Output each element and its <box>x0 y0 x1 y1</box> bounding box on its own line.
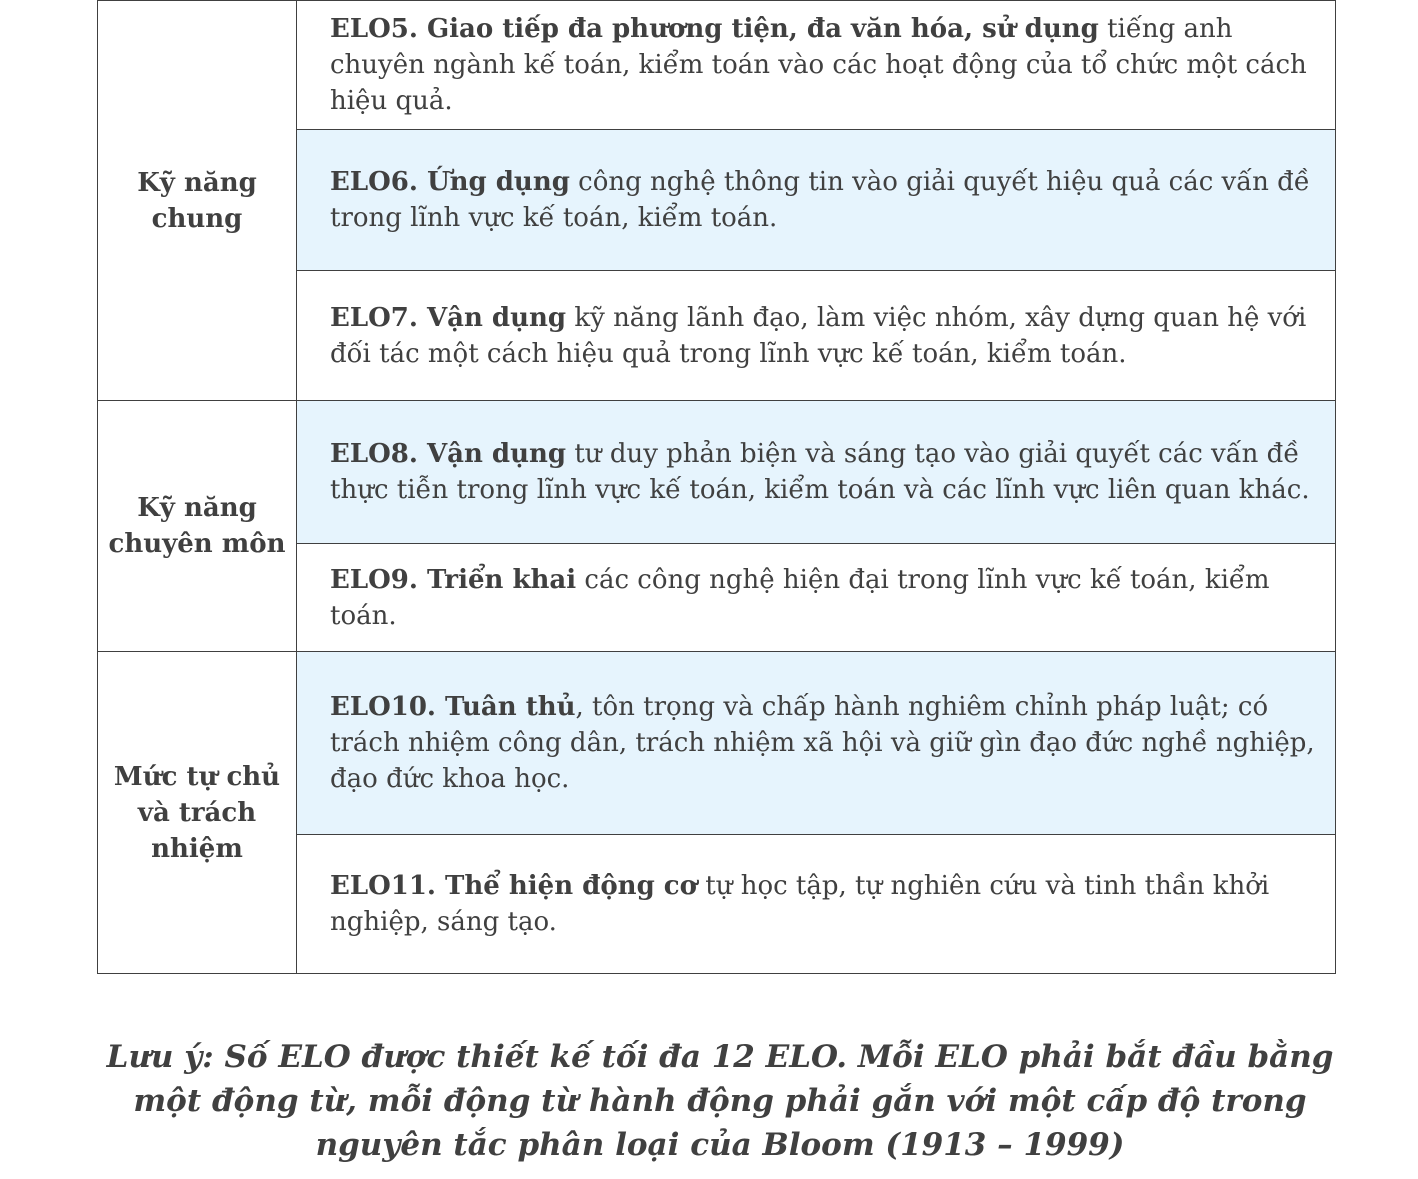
elo11-text: tự học tập, tự nghiên cứu và tinh thần khởi nghiệp, sáng tạo. <box>330 871 1270 937</box>
elo5-lead: ELO5. Giao tiếp đa phương tiện, đa văn hóa, sử dụng <box>330 14 1099 44</box>
table-row <box>98 1 1336 130</box>
elo6-description <box>297 130 1336 271</box>
elo6-text: công nghệ thông tin vào giải quyết hiệu quả các vấn đề trong lĩnh vực kế toán, kiểm toán. <box>330 167 1310 233</box>
elo8-lead: ELO8. Vận dụng <box>330 439 567 469</box>
elo8-text: tư duy phản biện và sáng tạo vào giải quyết các vấn đề thực tiễn trong lĩnh vực kế toán, kiểm toán và các lĩnh vực liên quan khác. <box>330 439 1310 505</box>
elo9-description <box>297 544 1336 652</box>
group-autonomy-responsibility: Mức tự chủ và trách nhiệm <box>98 652 297 974</box>
elo5-text: tiếng anh chuyên ngành kế toán, kiểm toán vào các hoạt động của tổ chức một cách hiệu quả. <box>330 14 1307 116</box>
elo9-lead: ELO9. Triển khai <box>330 564 577 595</box>
footnote: Lưu ý: Số ELO được thiết kế tối đa 12 ELO. Mỗi ELO phải bắt đầu bằng một động từ, mỗi động từ hành động phải gắn với một cấp độ trong nguyên tắc phân loại của Bloom (1913 – 1999) <box>106 1039 1334 1163</box>
elo7-description <box>297 271 1336 401</box>
table-row <box>98 652 1336 835</box>
elo7-text: kỹ năng lãnh đạo, làm việc nhóm, xây dựng quan hệ với đối tác một cách hiệu quả trong lĩnh vực kế toán, kiểm toán. <box>330 302 1307 369</box>
elo11-description <box>297 835 1336 974</box>
elo10-description <box>297 652 1336 835</box>
elo7-lead: ELO7. Vận dụng <box>330 302 567 333</box>
elo11-lead: ELO11. Thể hiện động cơ <box>330 871 697 901</box>
group-professional-skills: Kỹ năng chuyên môn <box>98 401 297 652</box>
elo9-text: các công nghệ hiện đại trong lĩnh vực kế toán, kiểm toán. <box>330 564 1270 631</box>
elo6-lead: ELO6. Ứng dụng <box>330 167 570 197</box>
table-row <box>98 401 1336 544</box>
elo5-description <box>297 1 1336 130</box>
group-general-skills: Kỹ năng chung <box>98 1 297 401</box>
elo-table <box>97 0 1336 974</box>
elo8-description <box>297 401 1336 544</box>
elo10-lead: ELO10. Tuân thủ <box>330 692 576 722</box>
elo10-text: , tôn trọng và chấp hành nghiêm chỉnh pháp luật; có trách nhiệm công dân, trách nhiệm xã hội và giữ gìn đạo đức nghề nghiệp, đạo đức khoa học. <box>330 692 1315 794</box>
